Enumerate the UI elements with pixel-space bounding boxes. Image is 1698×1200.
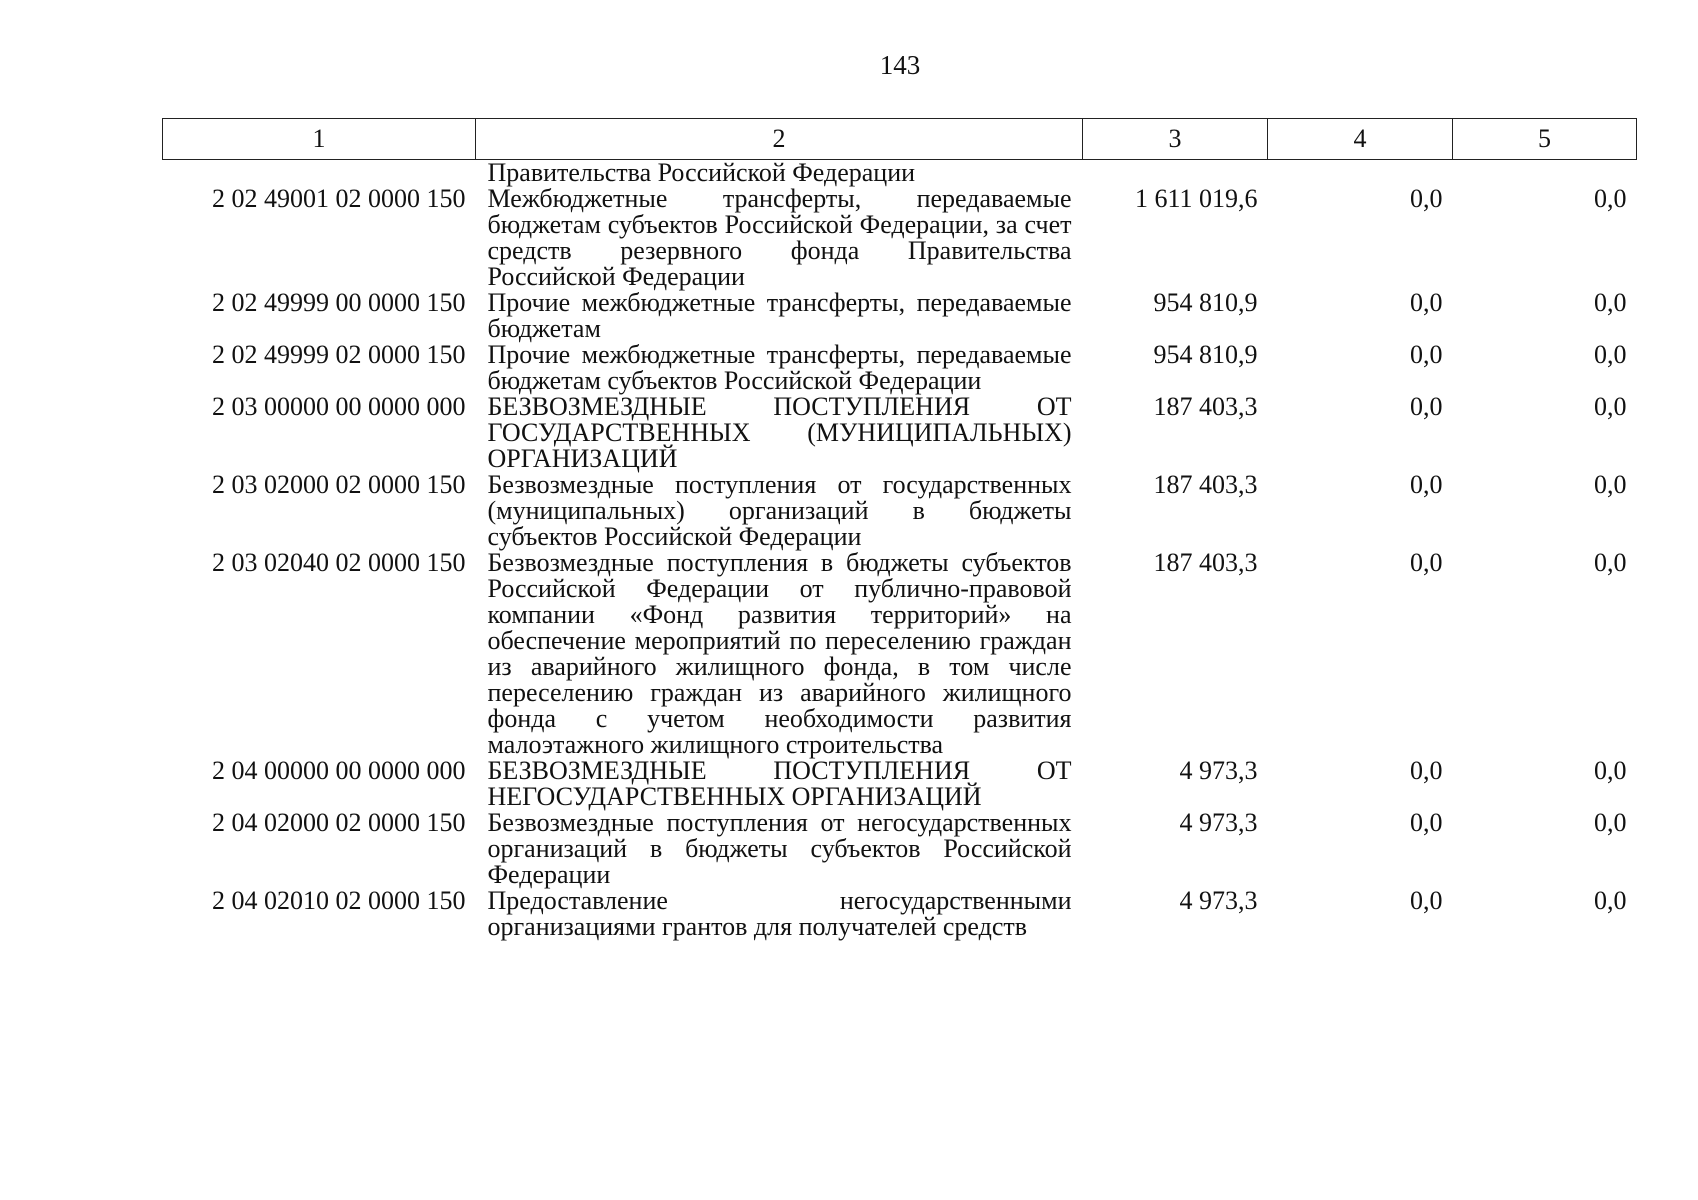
value-col3: 187 403,3 [1153,548,1258,577]
value-col5: 0,0 [1594,808,1627,837]
continuation-text: Правительства Российской Федерации [487,158,916,187]
value-col5: 0,0 [1594,756,1627,785]
table-row [163,758,1637,810]
budget-code: 2 02 49001 02 0000 150 [212,184,466,213]
budget-code: 2 03 02000 02 0000 150 [212,470,466,499]
value-col5: 0,0 [1594,184,1627,213]
income-name: Межбюджетные трансферты, передаваемые бюджетам субъектов Российской Федерации, за счет средств резервного фонда Правительства Российской Федерации [487,184,1072,291]
column-header-1: 1 [163,119,476,160]
empty-cell [163,160,476,187]
value-col3: 4 973,3 [1179,808,1258,837]
empty-cell [1083,160,1268,187]
table-row [163,290,1637,342]
value-col5: 0,0 [1594,340,1627,369]
table-row [163,394,1637,472]
income-name: Прочие межбюджетные трансферты, передаваемые бюджетам субъектов Российской Федерации [487,340,1072,395]
value-col3: 187 403,3 [1153,470,1258,499]
budget-code: 2 03 02040 02 0000 150 [212,548,466,577]
table-row [163,550,1637,758]
value-col3: 1 611 019,6 [1134,184,1258,213]
income-name: Безвозмездные поступления от негосударственных организаций в бюджеты субъектов Российской Федерации [487,808,1072,889]
value-col4: 0,0 [1410,184,1443,213]
value-col4: 0,0 [1410,886,1443,915]
column-header-3: 3 [1083,119,1268,160]
income-name: Безвозмездные поступления в бюджеты субъектов Российской Федерации от публично-правовой компании «Фонд развития территорий» на обеспечение мероприятий по переселению граждан из аварийного жилищного фонда, в том числе переселению граждан из аварийного жилищного фонда с учетом необходимости развития малоэтажного жилищного строительства [487,548,1072,759]
continuation-row [163,160,1637,187]
empty-cell [1453,160,1637,187]
value-col4: 0,0 [1410,392,1443,421]
column-header-5: 5 [1453,119,1637,160]
budget-code: 2 04 00000 00 0000 000 [212,756,466,785]
empty-cell [1268,160,1453,187]
value-col4: 0,0 [1410,288,1443,317]
budget-code: 2 04 02010 02 0000 150 [212,886,466,915]
table-header [163,119,1637,160]
value-col3: 4 973,3 [1179,756,1258,785]
value-col5: 0,0 [1594,886,1627,915]
income-name: Прочие межбюджетные трансферты, передаваемые бюджетам [487,288,1072,343]
table-row [163,472,1637,550]
table-row [163,810,1637,888]
budget-code: 2 02 49999 00 0000 150 [212,288,466,317]
value-col5: 0,0 [1594,392,1627,421]
income-name: Безвозмездные поступления от государственных (муниципальных) организаций в бюджеты субъектов Российской Федерации [487,470,1072,551]
budget-code: 2 04 02000 02 0000 150 [212,808,466,837]
value-col3: 4 973,3 [1179,886,1258,915]
value-col4: 0,0 [1410,756,1443,785]
column-header-2: 2 [476,119,1083,160]
value-col4: 0,0 [1410,340,1443,369]
budget-table [162,118,1637,940]
table-row [163,186,1637,290]
column-header-4: 4 [1268,119,1453,160]
budget-code: 2 02 49999 02 0000 150 [212,340,466,369]
value-col5: 0,0 [1594,288,1627,317]
budget-code: 2 03 00000 00 0000 000 [212,392,466,421]
value-col3: 187 403,3 [1153,392,1258,421]
table-row [163,888,1637,940]
value-col4: 0,0 [1410,808,1443,837]
income-name: Предоставление негосударственными организациями грантов для получателей средств [487,886,1072,941]
table-row [163,342,1637,394]
income-name: БЕЗВОЗМЕЗДНЫЕ ПОСТУПЛЕНИЯ ОТ ГОСУДАРСТВЕННЫХ (МУНИЦИПАЛЬНЫХ) ОРГАНИЗАЦИЙ [487,392,1072,473]
value-col5: 0,0 [1594,548,1627,577]
value-col3: 954 810,9 [1153,340,1258,369]
value-col3: 954 810,9 [1153,288,1258,317]
value-col4: 0,0 [1410,548,1443,577]
value-col5: 0,0 [1594,470,1627,499]
income-name: БЕЗВОЗМЕЗДНЫЕ ПОСТУПЛЕНИЯ ОТ НЕГОСУДАРСТВЕННЫХ ОРГАНИЗАЦИЙ [487,756,1072,811]
value-col4: 0,0 [1410,470,1443,499]
page-number: 143 [879,50,921,80]
